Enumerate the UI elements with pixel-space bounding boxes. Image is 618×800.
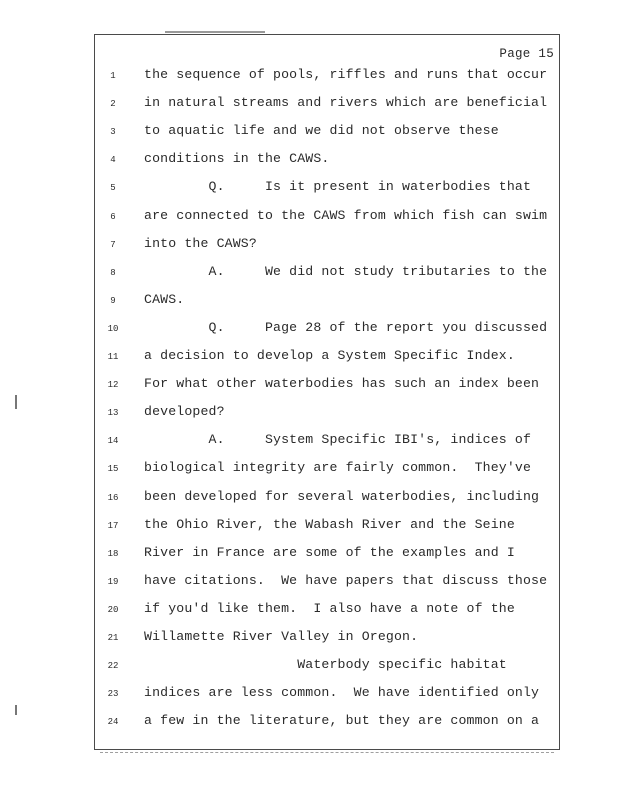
line-number: 5: [110, 183, 116, 194]
line-number: 10: [107, 323, 119, 334]
line-text: For what other waterbodies has such an index been: [144, 376, 540, 392]
line-text: Willamette River Valley in Oregon.: [144, 629, 419, 644]
line-text: to aquatic life and we did not observe these: [144, 123, 499, 139]
scan-bottom-edge: [100, 752, 554, 753]
line-text: Q. Page 28 of the report you discussed: [144, 319, 548, 335]
line-number: 15: [107, 464, 119, 475]
transcript-line: [0, 541, 618, 569]
transcript-line: [0, 232, 618, 260]
line-text: been developed for several waterbodies, including: [144, 488, 540, 504]
line-number: 20: [107, 604, 119, 615]
line-number: 2: [110, 99, 116, 110]
transcript-line: [0, 175, 618, 203]
line-number: 13: [107, 408, 119, 419]
line-text: a few in the literature, but they are common on a: [144, 713, 540, 729]
line-text: Q. Is it present in waterbodies that: [144, 179, 532, 195]
line-text: a decision to develop a System Specific Index.: [144, 348, 515, 363]
transcript-line: [0, 91, 618, 119]
line-number: 12: [107, 380, 119, 391]
transcript-line: [0, 400, 618, 428]
line-number: 4: [110, 155, 116, 166]
line-number: 21: [107, 633, 119, 643]
line-number: 22: [107, 661, 119, 672]
line-number: 18: [107, 548, 119, 559]
scan-smudge: [165, 31, 265, 33]
transcript-line: [0, 344, 618, 372]
line-number: 24: [107, 717, 119, 728]
transcript-line: [0, 456, 618, 484]
line-text: if you'd like them. I also have a note of the: [144, 600, 515, 616]
line-text: River in France are some of the examples and I: [144, 544, 515, 560]
line-text: into the CAWS?: [144, 235, 257, 251]
transcript-line: [0, 63, 618, 91]
line-number: 16: [107, 492, 119, 503]
transcript-line: [0, 653, 618, 681]
transcript-line: [0, 372, 618, 400]
line-text: A. We did not study tributaries to the: [144, 263, 548, 279]
transcript-line: [0, 569, 618, 597]
line-text: the Ohio River, the Wabash River and the Seine: [144, 516, 515, 532]
transcript-line: [0, 709, 618, 737]
line-text: Waterbody specific habitat: [144, 657, 507, 673]
line-number: 14: [107, 436, 119, 447]
line-text: CAWS.: [144, 291, 185, 307]
line-number: 8: [110, 267, 116, 278]
transcript-line: [0, 119, 618, 147]
line-number: 9: [110, 295, 116, 306]
transcript-line: [0, 288, 618, 316]
transcript-line: [0, 428, 618, 456]
line-text: the sequence of pools, riffles and runs that occur: [144, 67, 548, 82]
line-number: 1: [110, 71, 116, 81]
line-number: 23: [107, 689, 119, 700]
line-number: 7: [110, 239, 116, 250]
line-number: 6: [110, 211, 116, 222]
line-number: 17: [107, 520, 119, 531]
line-text: are connected to the CAWS from which fish can swim: [144, 207, 548, 223]
line-text: indices are less common. We have identified only: [144, 685, 540, 701]
line-text: A. System Specific IBI's, indices of: [144, 432, 532, 448]
line-text: in natural streams and rivers which are beneficial: [144, 95, 548, 111]
transcript-line: [0, 204, 618, 232]
line-text: conditions in the CAWS.: [144, 151, 330, 167]
line-number: 11: [107, 352, 119, 362]
transcript-line: [0, 316, 618, 344]
transcript-line: [0, 147, 618, 175]
line-number: 19: [107, 576, 119, 587]
line-number: 3: [110, 127, 116, 138]
transcript-line: [0, 597, 618, 625]
line-text: have citations. We have papers that discuss those: [144, 572, 548, 588]
transcript-line: [0, 260, 618, 288]
line-text: biological integrity are fairly common. They've: [144, 460, 532, 476]
line-text: developed?: [144, 404, 225, 420]
transcript-line: [0, 485, 618, 513]
page-number: Page 15: [499, 47, 554, 61]
transcript-line: [0, 625, 618, 653]
transcript-line: [0, 513, 618, 541]
transcript-line: [0, 681, 618, 709]
